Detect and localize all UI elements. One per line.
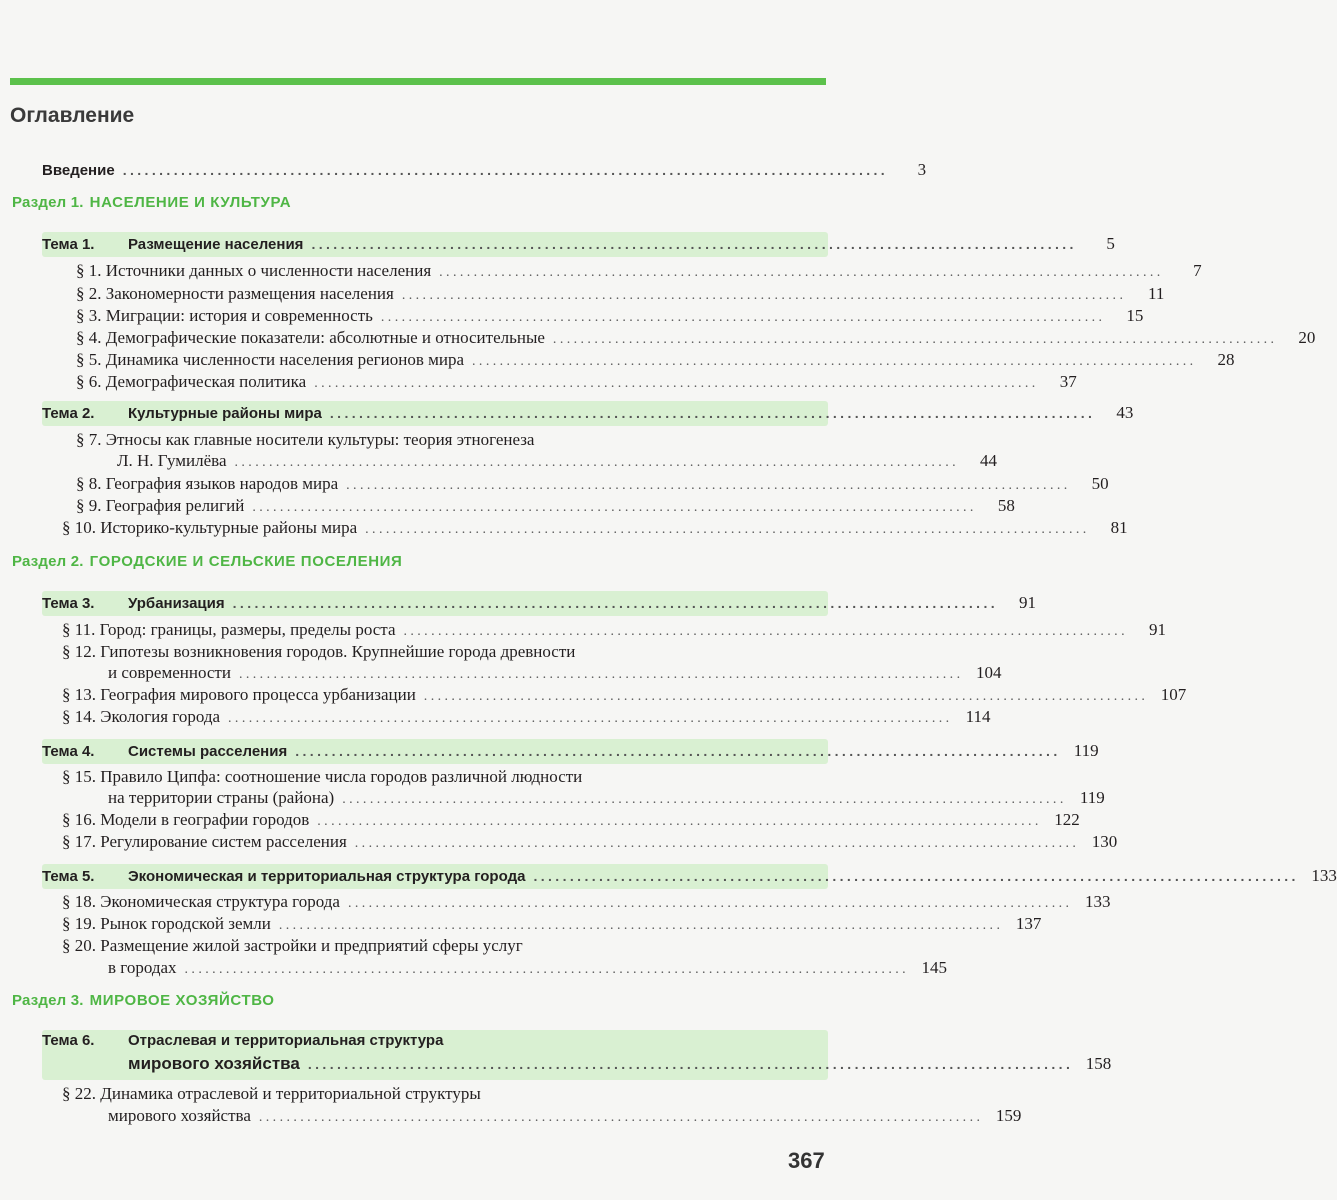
toc-entry-page: 130 <box>1091 832 1118 851</box>
leader-dots: ......................................................................................................... <box>228 711 953 726</box>
toc-paragraph[interactable] <box>76 350 1235 372</box>
toc-paragraph[interactable] <box>108 1106 1022 1128</box>
toc-paragraph[interactable] <box>76 284 1165 306</box>
section-label: Раздел 1. <box>12 194 84 211</box>
leader-dots: ......................................................................................................... <box>354 836 1080 851</box>
paragraph-title: § 18. Экономическая структура города <box>62 892 340 911</box>
paragraph-title: § 9. География религий <box>76 496 245 515</box>
toc-entry-page: 3 <box>917 160 927 179</box>
paragraph-title: § 3. Миграции: история и современность <box>76 306 373 325</box>
paragraph-title: § 10. Историко-культурные районы мира <box>62 518 358 537</box>
paragraph-title: § 6. Демографическая политика <box>76 372 307 391</box>
topic-number: Тема 6. <box>42 1032 95 1049</box>
toc-entry-page: 28 <box>1217 350 1235 369</box>
topic-title: Экономическая и территориальная структура города <box>128 868 526 885</box>
topic-number: Тема 2. <box>42 405 95 422</box>
top-accent-bar <box>10 78 826 85</box>
leader-dots: ......................................................................................................... <box>232 595 999 611</box>
paragraph-title[interactable]: § 22. Динамика отраслевой и территориальной структуры <box>62 1084 481 1103</box>
paragraph-title-cont: Л. Н. Гумилёва <box>117 451 227 470</box>
paragraph-title[interactable]: § 12. Гипотезы возникновения городов. Крупнейшие города древности <box>62 642 576 661</box>
toc-paragraph[interactable] <box>62 892 1111 914</box>
toc-topic-6[interactable] <box>42 1030 1112 1080</box>
leader-dots: ......................................................................................................... <box>347 896 1073 911</box>
leader-dots: ......................................................................................................... <box>329 405 1096 421</box>
toc-entry-page: 44 <box>980 451 997 470</box>
toc-paragraph[interactable] <box>76 306 1144 328</box>
toc-entry-intro[interactable] <box>42 160 927 181</box>
toc-entry-page: 58 <box>997 496 1015 515</box>
paragraph-title-cont: на территории страны (района) <box>108 788 335 807</box>
toc-paragraph[interactable] <box>76 261 1202 283</box>
leader-dots: ......................................................................................................... <box>346 478 1071 493</box>
toc-topic-3[interactable] <box>42 591 1037 616</box>
topic-title: Размещение населения <box>128 236 304 253</box>
leader-dots: ......................................................................................................... <box>314 376 1039 391</box>
toc-paragraph[interactable] <box>76 474 1109 496</box>
leader-dots: ......................................................................................................... <box>184 962 910 977</box>
leader-dots: ......................................................................................................... <box>401 288 1127 303</box>
toc-entry-page: 11 <box>1147 284 1165 303</box>
toc-entry-page: 133 <box>1311 866 1337 885</box>
leader-dots: ......................................................................................................... <box>234 455 959 470</box>
toc-topic-2[interactable] <box>42 401 1134 426</box>
topic-title-cont: мирового хозяйства <box>128 1054 300 1073</box>
leader-dots: ......................................................................................................... <box>472 354 1197 369</box>
section-heading <box>12 194 291 211</box>
leader-dots: ......................................................................................................... <box>258 1110 984 1125</box>
toc-paragraph[interactable] <box>76 496 1015 518</box>
paragraph-title: § 13. География мирового процесса урбанизации <box>62 685 416 704</box>
topic-title: Системы расселения <box>128 743 288 760</box>
paragraph-title[interactable]: § 7. Этносы как главные носители культуры: теория этногенеза <box>76 430 535 449</box>
topic-title: Культурные районы мира <box>128 405 322 422</box>
toc-entry-page: 133 <box>1084 892 1111 911</box>
toc-entry-page: 81 <box>1110 518 1128 537</box>
toc-entry-page: 91 <box>1148 620 1166 639</box>
toc-paragraph[interactable] <box>62 914 1042 936</box>
paragraph-title-cont: и современности <box>108 663 231 682</box>
paragraph-title-cont: мирового хозяйства <box>108 1106 251 1125</box>
leader-dots: ......................................................................................................... <box>439 265 1164 280</box>
paragraph-title: § 17. Регулирование систем расселения <box>62 832 347 851</box>
paragraph-title: § 19. Рынок городской земли <box>62 914 271 933</box>
paragraph-title-cont: в городах <box>108 958 177 977</box>
toc-entry-page: 119 <box>1073 741 1099 760</box>
toc-entry-page: 119 <box>1079 788 1105 807</box>
paragraph-title: § 4. Демографические показатели: абсолютные и относительные <box>76 328 545 347</box>
toc-topic-5[interactable] <box>42 864 1337 889</box>
leader-dots: ......................................................................................................... <box>342 792 1067 807</box>
toc-entry-page: 107 <box>1160 685 1187 704</box>
leader-dots: ......................................................................................................... <box>403 624 1128 639</box>
leader-dots: ......................................................................................................... <box>122 162 889 178</box>
toc-entry-page: 137 <box>1015 914 1042 933</box>
paragraph-title[interactable]: § 20. Размещение жилой застройки и предприятий сферы услуг <box>62 936 523 955</box>
toc-paragraph[interactable] <box>62 518 1128 540</box>
toc-entry-page: 104 <box>975 663 1002 682</box>
toc-paragraph[interactable] <box>76 372 1077 394</box>
toc-paragraph[interactable] <box>62 707 991 729</box>
leader-dots: ......................................................................................................... <box>552 332 1278 347</box>
section-label: Раздел 3. <box>12 992 84 1009</box>
leader-dots: ......................................................................................................... <box>295 743 1061 759</box>
toc-paragraph[interactable] <box>108 788 1105 810</box>
page-title: Оглавление <box>10 104 135 127</box>
section-name: ГОРОДСКИЕ И СЕЛЬСКИЕ ПОСЕЛЕНИЯ <box>89 553 403 570</box>
leader-dots: ......................................................................................................... <box>252 500 977 515</box>
leader-dots: ......................................................................................................... <box>278 918 1004 933</box>
topic-number: Тема 1. <box>42 236 95 253</box>
topic-title: Отраслевая и территориальная структура <box>128 1032 444 1049</box>
topic-title: Урбанизация <box>128 595 225 612</box>
toc-paragraph[interactable] <box>62 832 1118 854</box>
toc-entry-page: 158 <box>1085 1054 1112 1073</box>
toc-paragraph[interactable] <box>62 685 1187 707</box>
toc-paragraph[interactable] <box>76 328 1316 350</box>
section-label: Раздел 2. <box>12 553 84 570</box>
toc-entry-page: 7 <box>1193 261 1202 280</box>
paragraph-title: § 8. География языков народов мира <box>76 474 339 493</box>
toc-paragraph[interactable] <box>62 620 1166 642</box>
toc-paragraph[interactable] <box>108 958 948 980</box>
toc-entry-label: Введение <box>42 162 115 179</box>
toc-paragraph[interactable] <box>62 810 1080 832</box>
toc-entry-page: 43 <box>1116 403 1134 422</box>
toc-entry-page: 5 <box>1106 234 1115 253</box>
paragraph-title: § 11. Город: границы, размеры, пределы роста <box>62 620 396 639</box>
toc-entry-page: 50 <box>1091 474 1109 493</box>
toc-paragraph[interactable] <box>108 663 1002 685</box>
section-name: МИРОВОЕ ХОЗЯЙСТВО <box>89 992 275 1009</box>
toc-entry-page: 159 <box>995 1106 1022 1125</box>
leader-dots: ......................................................................................................... <box>380 310 1106 325</box>
topic-number: Тема 5. <box>42 868 95 885</box>
paragraph-title: § 16. Модели в географии городов <box>62 810 310 829</box>
paragraph-title: § 5. Динамика численности населения регионов мира <box>76 350 465 369</box>
leader-dots: ......................................................................................................... <box>533 868 1299 884</box>
paragraph-title: § 14. Экология города <box>62 707 221 726</box>
toc-entry-page: 145 <box>921 958 948 977</box>
page-number: 367 <box>788 1148 825 1173</box>
leader-dots: ......................................................................................................... <box>311 236 1077 252</box>
toc-entry-page: 91 <box>1019 593 1037 612</box>
leader-dots: ......................................................................................................... <box>423 689 1149 704</box>
section-heading <box>12 992 275 1009</box>
paragraph-title: § 2. Закономерности размещения населения <box>76 284 394 303</box>
section-name: НАСЕЛЕНИЕ И КУЛЬТУРА <box>89 194 292 211</box>
topic-number: Тема 3. <box>42 595 95 612</box>
leader-dots: ......................................................................................................... <box>365 522 1090 537</box>
toc-entry-page: 122 <box>1054 810 1080 829</box>
toc-topic-4[interactable] <box>42 739 1099 764</box>
toc-entry-page: 37 <box>1059 372 1077 391</box>
toc-paragraph[interactable] <box>117 451 997 473</box>
section-heading <box>12 553 402 570</box>
toc-entry-page: 114 <box>965 707 991 726</box>
paragraph-title[interactable]: § 15. Правило Ципфа: соотношение числа городов различной людности <box>62 767 583 786</box>
toc-entry-page: 20 <box>1298 328 1316 347</box>
leader-dots: ......................................................................................................... <box>317 814 1042 829</box>
leader-dots: ......................................................................................................... <box>307 1056 1074 1072</box>
topic-number: Тема 4. <box>42 743 95 760</box>
paragraph-title: § 1. Источники данных о численности населения <box>76 261 432 280</box>
leader-dots: ......................................................................................................... <box>238 667 964 682</box>
toc-entry-page: 15 <box>1126 306 1144 325</box>
toc-topic-1[interactable] <box>42 232 1115 257</box>
